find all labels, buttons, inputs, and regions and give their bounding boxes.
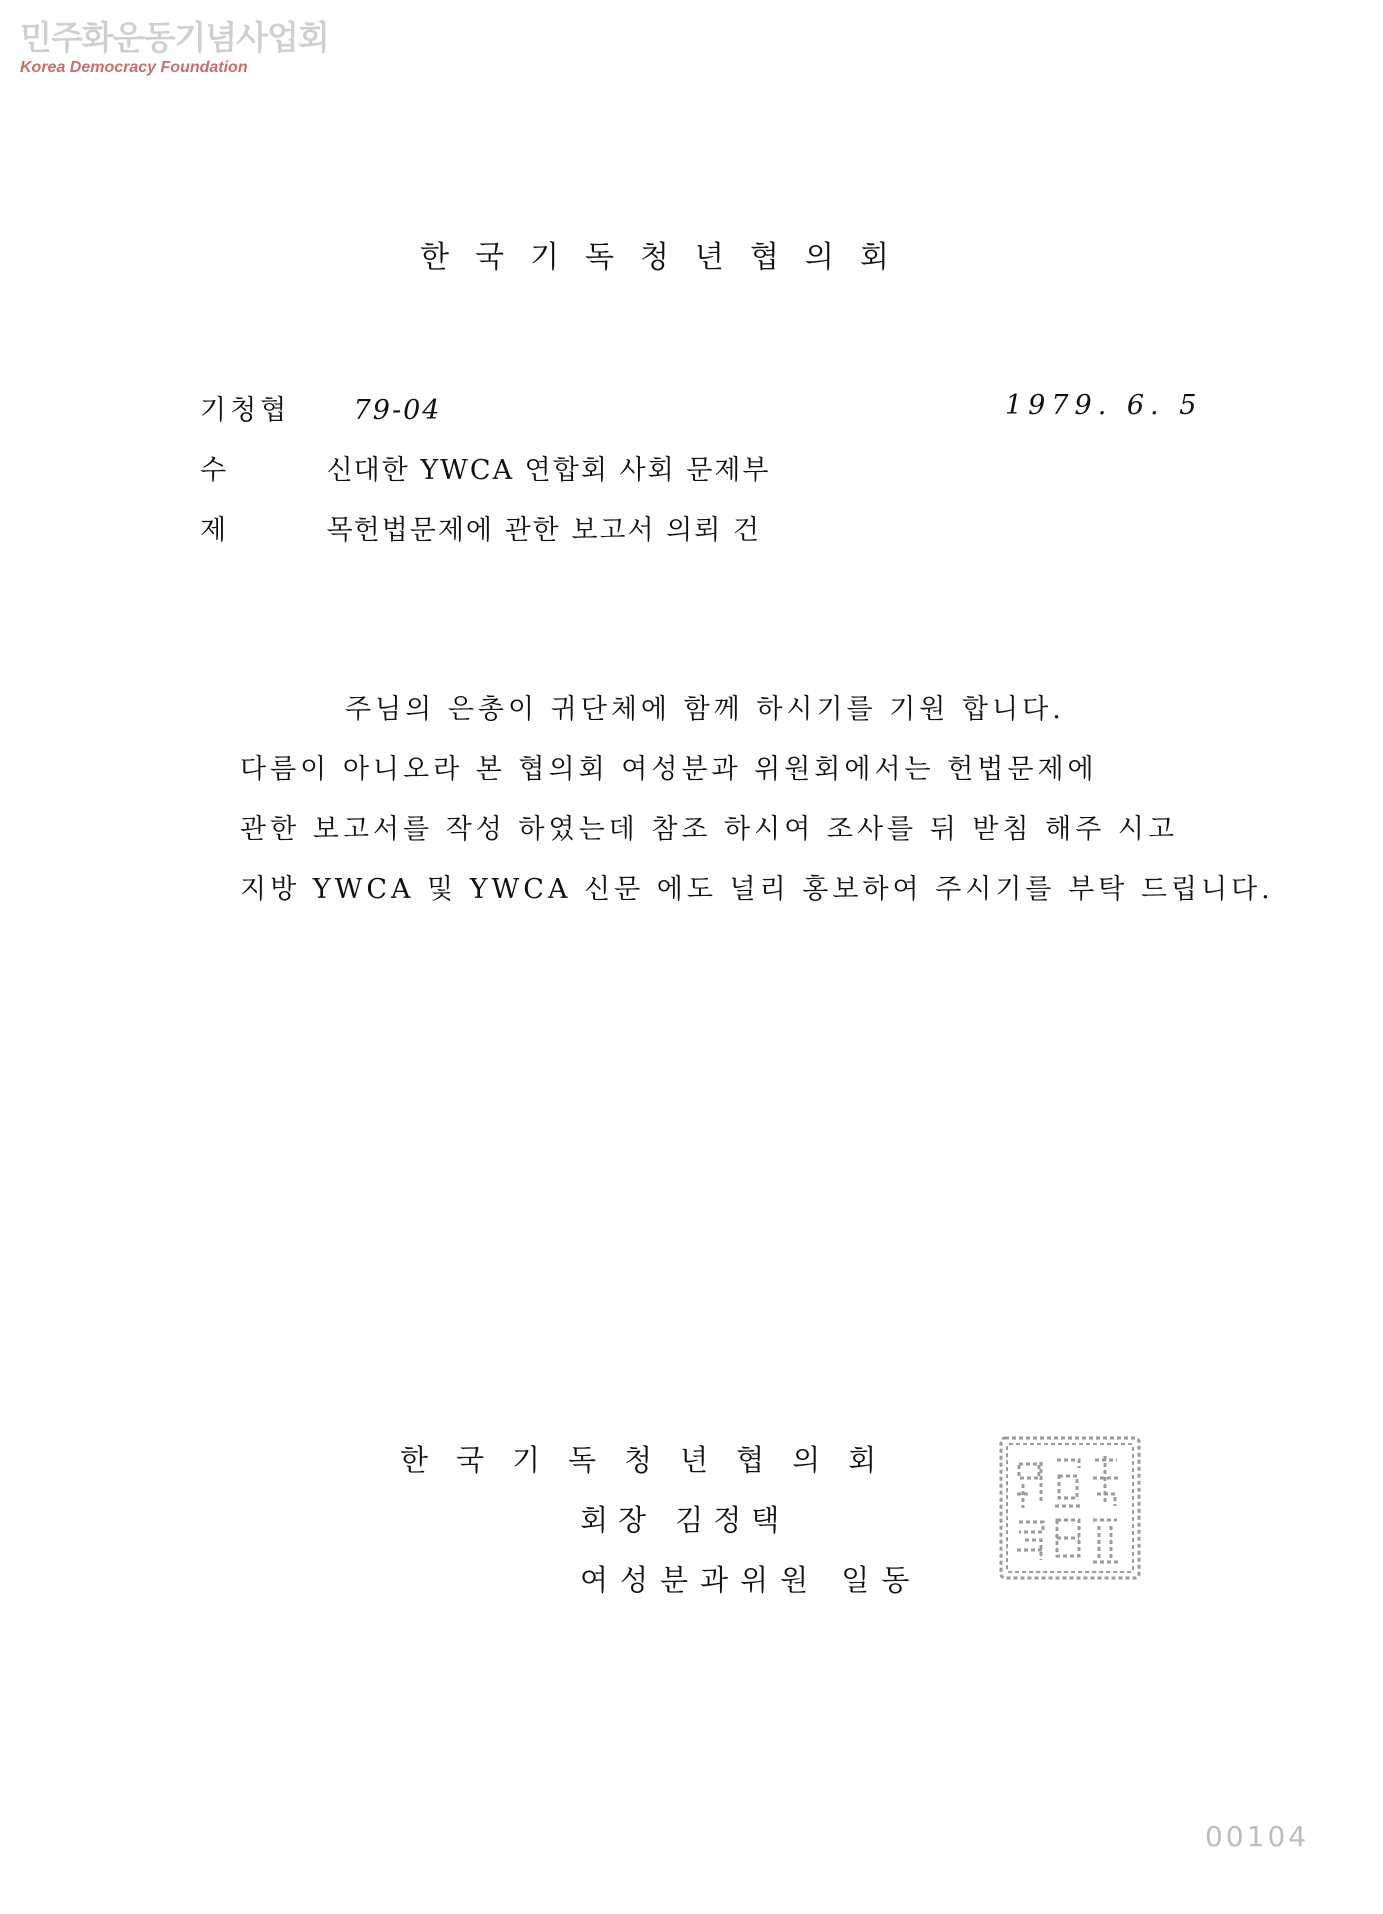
subject-row bbox=[200, 508, 761, 547]
doc-number-label: 기청협 bbox=[200, 395, 291, 426]
watermark bbox=[20, 18, 329, 78]
subject: 헌법문제에 관한 보고서 의뢰 건 bbox=[353, 515, 761, 546]
document-header-title: 한국기독청년협의회 bbox=[420, 240, 915, 275]
recipient-row bbox=[200, 448, 770, 487]
doc-number-row bbox=[200, 388, 441, 427]
body-line: 지방 YWCA 및 YWCA 신문 에도 널리 홍보하여 주시기를 부탁 드립니다. bbox=[240, 874, 1274, 905]
official-seal-stamp bbox=[995, 1432, 1145, 1584]
doc-number: 79-04 bbox=[353, 395, 442, 426]
signature-block bbox=[400, 1430, 960, 1610]
body-line: 주님의 은총이 귀단체에 함께 하시기를 기원 합니다. bbox=[345, 694, 1065, 725]
watermark-english: Korea Democracy Foundation bbox=[20, 59, 248, 76]
archive-number: 00104 bbox=[1205, 1820, 1310, 1853]
signature-president: 회장 김정택 bbox=[580, 1503, 790, 1537]
signature-organization: 한국기독청년협의회 bbox=[400, 1443, 905, 1477]
subject-label: 제 목 bbox=[200, 515, 399, 546]
signature-committee: 여성분과위원 일동 bbox=[580, 1563, 922, 1597]
recipient: 대한 YWCA 연합회 사회 문제부 bbox=[353, 455, 771, 486]
document-date: 1979. 6. 5 bbox=[1005, 390, 1203, 421]
body-line: 다름이 아니오라 본 협의회 여성분과 위원회에서는 헌법문제에 bbox=[240, 754, 1098, 785]
recipient-label: 수 신 bbox=[200, 455, 399, 486]
watermark-korean: 민주화운동기념사업회 bbox=[20, 18, 329, 57]
letter-body bbox=[240, 680, 1274, 920]
body-line: 관한 보고서를 작성 하였는데 참조 하시여 조사를 뒤 받침 해주 시고 bbox=[240, 814, 1179, 845]
